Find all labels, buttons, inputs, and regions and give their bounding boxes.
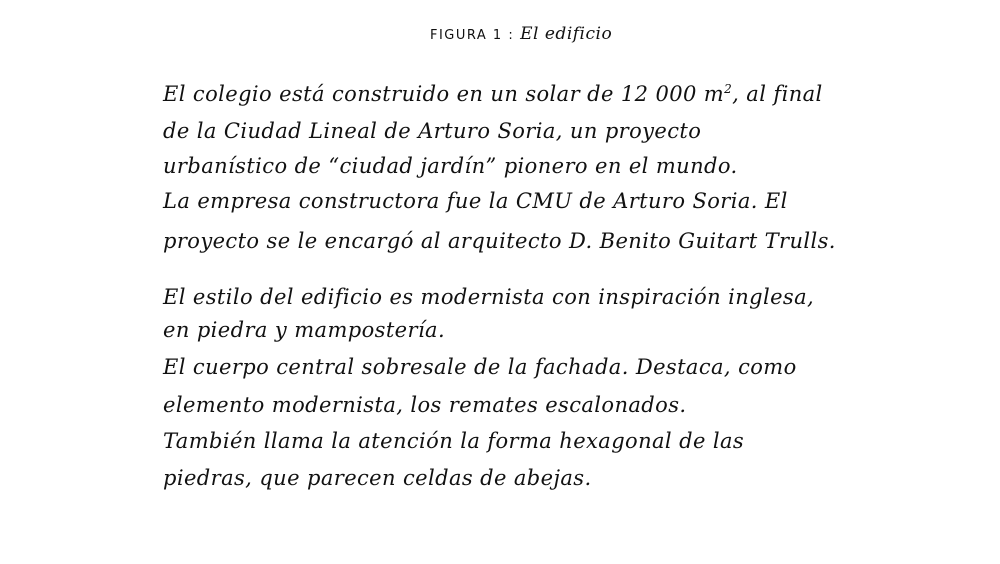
paragraph-2-line-5: También llama la atención la forma hexagonal de las xyxy=(163,429,745,453)
paragraph-2-line-1: El estilo del edificio es modernista con inspiración inglesa, xyxy=(163,285,815,309)
paragraph-2-line-6: piedras, que parecen celdas de abejas. xyxy=(163,466,592,490)
paragraph-1-line-3: urbanístico de “ciudad jardín” pionero en el mundo. xyxy=(163,154,738,178)
line-text: El colegio está construido en un solar de 12 000 m xyxy=(163,82,725,106)
paragraph-2-line-2: en piedra y mampostería. xyxy=(163,318,446,342)
paragraph-1-line-2: de la Ciudad Lineal de Arturo Soria, un proyecto xyxy=(163,119,702,143)
figure-title-text: El edificio xyxy=(520,24,613,44)
paragraph-2-line-4: elemento modernista, los remates escalonados. xyxy=(163,393,687,417)
superscript-text: 2 xyxy=(724,82,733,96)
line-text: , al final xyxy=(732,82,823,106)
paragraph-1-line-4: La empresa constructora fue la CMU de Arturo Soria. El xyxy=(163,189,788,213)
figure-label: FIGURA 1 : xyxy=(430,28,515,43)
paragraph-2-line-3: El cuerpo central sobresale de la fachada. Destaca, como xyxy=(163,355,797,379)
paragraph-1-line-5: proyecto se le encargó al arquitecto D. Benito Guitart Trulls. xyxy=(163,229,836,253)
figure-title xyxy=(430,24,612,44)
paragraph-1-line-1 xyxy=(163,79,823,109)
